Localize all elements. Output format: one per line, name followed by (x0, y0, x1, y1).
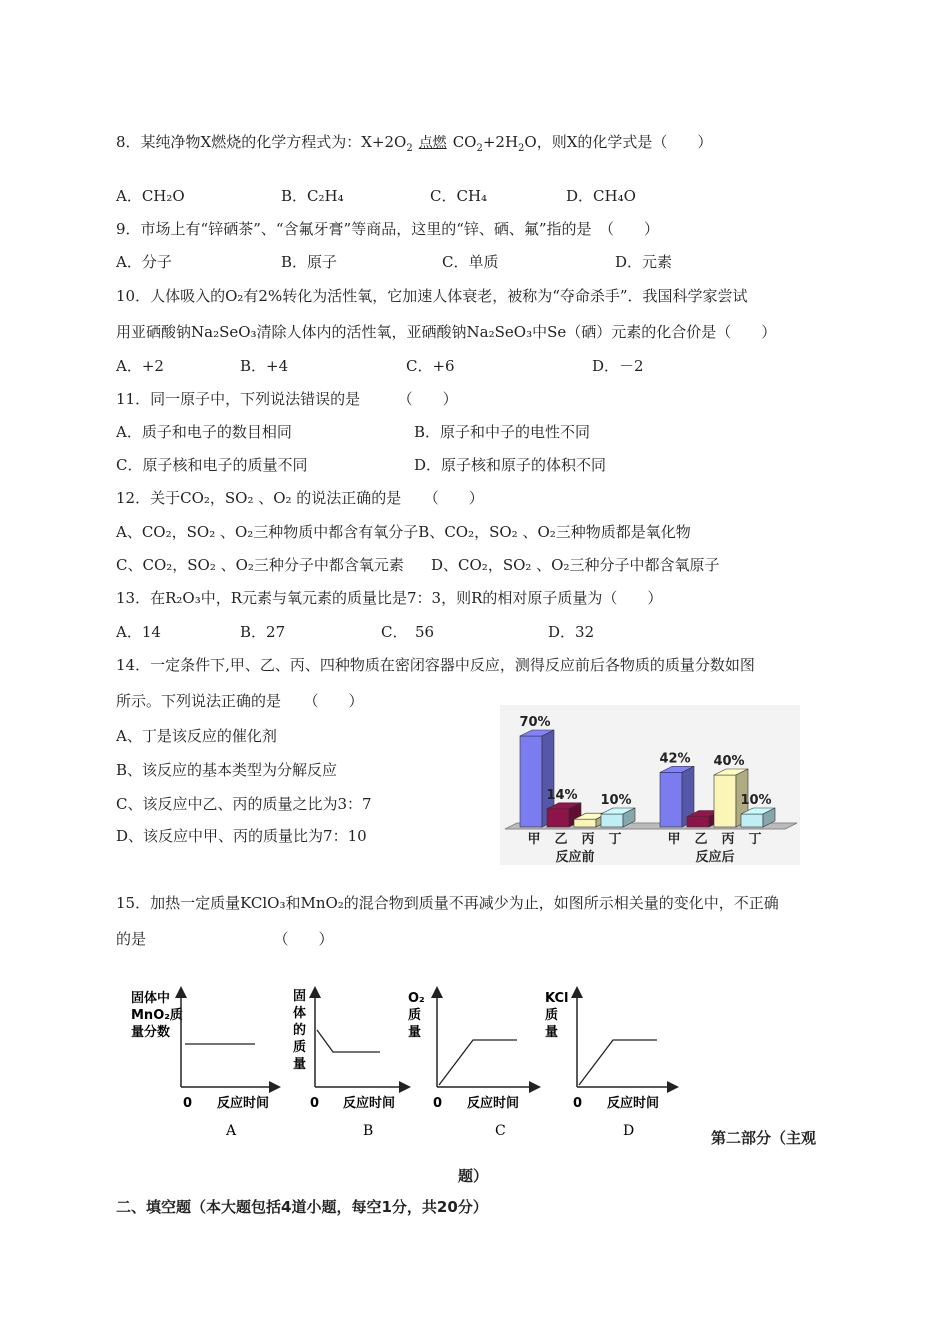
part-2-heading-line-2: 题） (458, 1167, 489, 1185)
q9-option-a: A．分子 (116, 253, 172, 271)
q13-option-a: A．14 (116, 623, 161, 641)
graph-c-ylabel-3: 量 (408, 1025, 422, 1040)
q13-option-b: B．27 (240, 623, 286, 641)
data-label-反应后-甲: 42% (659, 751, 691, 767)
question-9-stem: 9．市场上有“锌硒茶”、“含氟牙膏”等商品，这里的“锌、硒、氟”指的是 （ ） (116, 220, 660, 238)
graph-c-curve (439, 1040, 517, 1085)
graph-d-ylabel-2: 质 (545, 1008, 559, 1023)
bar-反应后-丁 (741, 814, 763, 827)
question-11-stem: 11．同一原子中，下列说法错误的是 （ ） (116, 390, 458, 408)
q8-option-d: D．CH₄O (566, 187, 636, 205)
q10-option-b: B．+4 (240, 357, 289, 375)
question-10-line-2: 用亚硒酸钠Na₂SeO₃清除人体内的活性氧，亚硒酸钠Na₂SeO₃中Se（硒）元素的化合价是（ ） (116, 323, 777, 341)
q12-option-d: D、CO₂，SO₂ 、O₂三种分子中都含氧原子 (431, 556, 720, 574)
graph-c-origin: 0 (433, 1096, 443, 1111)
graph-b-ylabel-2: 体 (293, 1006, 307, 1021)
mass-fraction-bar-chart (500, 705, 800, 865)
section-2-heading: 二、填空题（本大题包括4道小题，每空1分，共20分） (116, 1198, 488, 1216)
data-label-反应后-丁: 10% (740, 793, 772, 808)
graph-b-origin: 0 (310, 1096, 320, 1111)
q10-option-c: C．+6 (406, 357, 455, 375)
q8-sub-3: 2 (518, 143, 525, 154)
bar-反应后-甲 (660, 772, 682, 827)
graph-d-xlabel: 反应时间 (607, 1096, 660, 1111)
bar-反应前-丁 (601, 814, 623, 827)
q13-option-c: C． 56 (381, 623, 435, 641)
category-label-反应后-丙: 丙 (721, 832, 735, 847)
category-label-反应后-丁: 丁 (748, 832, 762, 847)
category-label-反应前-乙: 乙 (554, 832, 568, 847)
graph-c-xlabel: 反应时间 (467, 1096, 520, 1111)
q8-text-a: 8．某纯净物X燃烧的化学方程式为：X+2O (116, 133, 407, 151)
graph-b-ylabel-5: 量 (293, 1057, 307, 1072)
bar-反应后-乙 (687, 817, 709, 827)
graph-c-ylabel-2: 质 (408, 1008, 422, 1023)
group-label-反应后: 反应后 (695, 850, 735, 865)
q14-option-a: A、丁是该反应的催化剂 (116, 727, 277, 745)
graph-b-xlabel: 反应时间 (343, 1096, 396, 1111)
q8-text-d: O，则X的化学式是（ ） (524, 133, 713, 151)
graph-a-ylabel-3: 量分数 (131, 1025, 171, 1040)
graph-d-origin: 0 (573, 1096, 583, 1111)
graph-a-xlabel: 反应时间 (217, 1096, 270, 1111)
group-label-反应前: 反应前 (555, 850, 595, 865)
question-12-stem: 12．关于CO₂，SO₂ 、O₂ 的说法正确的是 （ ） (116, 489, 484, 507)
graph-b-ylabel-1: 固 (293, 989, 307, 1004)
q8-sub-1: 2 (406, 143, 413, 154)
question-14-line-2: 所示。下列说法正确的是 （ ） (116, 692, 364, 710)
question-15-line-1: 15．加热一定质量KClO₃和MnO₂的混合物到质量不再减少为止，如图所示相关量的变化中，不正确 (116, 894, 779, 912)
graph-d-curve (579, 1040, 657, 1085)
question-13-stem: 13．在R₂O₃中，R元素与氧元素的质量比是7：3，则R的相对原子质量为（ ） (116, 589, 663, 607)
bar-反应前-丙 (574, 819, 596, 827)
q10-option-a: A．+2 (116, 357, 164, 375)
q8-text-b: CO (452, 133, 477, 151)
graph-b-letter: B (363, 1123, 374, 1139)
part-2-heading-line-1: 第二部分（主观 (711, 1129, 817, 1147)
graph-a-ylabel-2: MnO₂质 (131, 1008, 183, 1023)
category-label-反应前-丁: 丁 (608, 832, 622, 847)
category-label-反应后-乙: 乙 (694, 832, 708, 847)
q12-option-c: C、CO₂，SO₂ 、O₂三种分子中都含氧元素 (116, 556, 404, 574)
q12-options-ab (116, 522, 691, 542)
graph-c-ylabel-1: O₂ (408, 991, 425, 1006)
question-8-stem (116, 132, 712, 153)
graph-d-letter: D (623, 1123, 635, 1139)
bar-反应后-丙 (714, 775, 736, 827)
q11-option-a: A．质子和电子的数目相同 (116, 423, 292, 441)
q9-option-b: B．原子 (281, 253, 338, 271)
graph-b-ylabel-4: 质 (293, 1040, 307, 1055)
data-label-反应前-丁: 10% (600, 793, 632, 808)
q11-option-c: C．原子核和电子的质量不同 (116, 456, 308, 474)
q14-option-b: B、该反应的基本类型为分解反应 (116, 761, 338, 779)
data-label-反应前-乙: 14% (546, 787, 578, 803)
graph-c-letter: C (495, 1123, 506, 1139)
category-label-反应前-丙: 丙 (581, 832, 595, 847)
graph-a (131, 990, 275, 1139)
graph-d-ylabel-3: 量 (545, 1025, 559, 1040)
q11-option-b: B．原子和中子的电性不同 (414, 423, 591, 441)
q12-option-a: A、CO₂，SO₂ 、O₂三种物质中都含有氧分子 (116, 523, 419, 541)
q12-option-b: B、CO₂，SO₂ 、O₂三种物质都是氧化物 (418, 523, 691, 541)
graph-b-ylabel-3: 的 (293, 1023, 307, 1038)
graph-a-ylabel-1: 固体中 (131, 991, 171, 1006)
q8-option-c: C．CH₄ (430, 187, 488, 205)
q9-option-c: C．单质 (442, 253, 499, 271)
graph-d (545, 991, 673, 1139)
question-15-line-2: 的是 （ ） (116, 930, 334, 948)
data-label-反应前-甲: 70% (519, 715, 551, 730)
graph-a-origin: 0 (183, 1096, 193, 1111)
question-14-line-1: 14．一定条件下,甲、乙、丙、四种物质在密闭容器中反应，测得反应前后各物质的质量分数如图 (116, 656, 755, 674)
q8-option-b: B．C₂H₄ (281, 187, 344, 205)
graph-b-curve (317, 1030, 380, 1052)
graph-b (293, 989, 405, 1139)
q11-option-d: D．原子核和原子的体积不同 (414, 456, 607, 474)
q9-option-d: D．元素 (615, 253, 673, 271)
data-label-反应后-丙: 40% (713, 754, 745, 769)
graph-c (408, 991, 535, 1139)
graph-d-ylabel-1: KCl (545, 991, 569, 1006)
category-label-反应前-甲: 甲 (527, 832, 541, 847)
q13-option-d: D．32 (548, 623, 595, 641)
q10-option-d: D．－2 (592, 357, 644, 375)
q8-reaction-condition: 点燃 (418, 135, 447, 151)
graph-a-letter: A (226, 1123, 237, 1139)
question-10-line-1: 10．人体吸入的O₂有2%转化为活性氧，它加速人体衰老，被称为“夺命杀手”．我国科学家尝试 (116, 287, 748, 305)
bar-反应前-乙 (547, 809, 569, 827)
q14-option-d: D、该反应中甲、丙的质量比为7：10 (116, 827, 367, 845)
q8-sub-2: 2 (476, 143, 483, 154)
q8-option-a: A．CH₂O (116, 187, 185, 205)
category-label-反应后-甲: 甲 (667, 832, 681, 847)
q8-text-c: +2H (482, 133, 519, 151)
q14-option-c: C、该反应中乙、丙的质量之比为3：7 (116, 795, 372, 813)
q15-graphs (125, 982, 725, 1147)
bar-反应前-甲 (520, 736, 542, 827)
